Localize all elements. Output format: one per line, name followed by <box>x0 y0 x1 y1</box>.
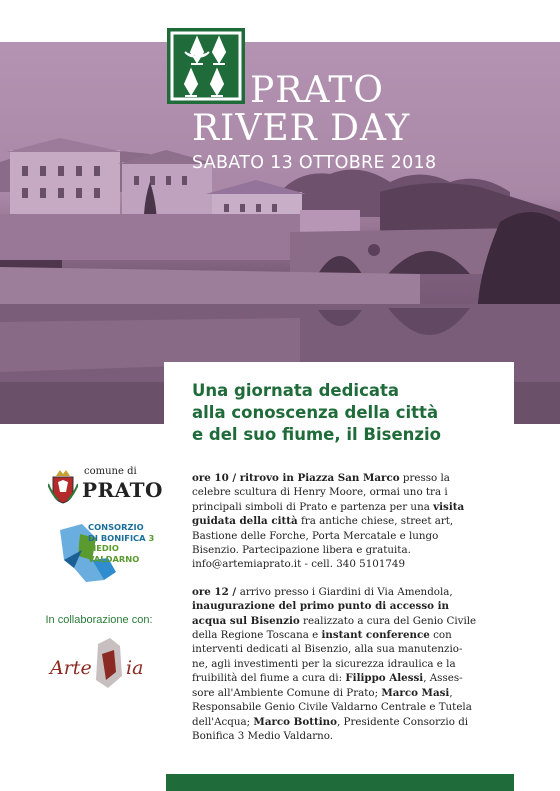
program-contact: info@artemiaprato.it - cell. 340 5101749 <box>192 558 406 571</box>
program-line <box>192 671 522 685</box>
program-text-span: fra antiche chiese, street art, <box>297 515 454 528</box>
headline-line: alla conoscenza della città <box>192 403 439 422</box>
collaboration-label: In collaborazione con: <box>45 614 153 626</box>
headline-line: Una giornata dedicata <box>192 381 400 400</box>
paragraph-gap <box>192 572 522 585</box>
artemia-mark-icon <box>48 636 166 690</box>
program-line <box>192 585 522 599</box>
footer-bar <box>166 774 514 791</box>
program-text-span: , <box>449 686 453 699</box>
program-text-span: , Presidente Consorzio di <box>337 715 469 728</box>
program-bold-span: Marco Masi <box>381 686 450 699</box>
consorzio-line-text: DI BONIFICA <box>88 532 146 543</box>
program-line: Bonifica 3 Medio Valdarno. <box>192 729 334 742</box>
program-text-span: , Asses- <box>423 672 463 685</box>
program-line <box>192 614 522 628</box>
consorzio-line <box>88 533 154 544</box>
consorzio-number: 3 <box>148 532 155 543</box>
program-bold-span: inaugurazione del primo punto di accesso in <box>192 600 450 613</box>
program-line <box>192 686 522 700</box>
program-text-span: sore all'Ambiente Comune di Prato; <box>192 686 382 699</box>
consorzio-line: MEDIO <box>88 543 119 553</box>
consorzio-text <box>88 522 154 564</box>
program-bold-span: Marco Bottino <box>253 715 337 728</box>
program-text-span: realizzato a cura del Genio Civile <box>299 614 477 627</box>
program-line: Bastione delle Forche, Porta Mercatale e lungo <box>192 529 439 542</box>
program-text-span: presso la <box>399 472 450 484</box>
headline <box>192 380 512 446</box>
consorzio-bonifica-logo <box>56 520 168 586</box>
program-text-span: dell'Acqua; <box>192 715 254 728</box>
program-time-2: ore 12 / <box>192 585 240 598</box>
program-bold-span: visita <box>433 500 465 513</box>
event-title-line2: RIVER DAY <box>192 108 411 149</box>
program-text-span: con <box>429 629 452 642</box>
program-line <box>192 715 522 729</box>
program-bold-span: Filippo Alessi <box>345 672 424 685</box>
program-text-span: principali simboli di Prato e partenza per una <box>192 500 434 513</box>
consorzio-line: VALDARNO <box>88 553 140 564</box>
consorzio-line: CONSORZIO <box>88 522 144 532</box>
comune-label-small: comune di <box>84 466 137 477</box>
program-text-span: della Regione Toscana e <box>192 629 322 642</box>
city-crest-icon <box>48 470 78 504</box>
program-text-span: arrivo presso i Giardini di Via Amendola, <box>239 585 453 598</box>
artemia-logo <box>48 636 166 690</box>
comune-label-big: PRATO <box>82 478 163 502</box>
comune-di-prato-logo <box>48 466 163 506</box>
program-line: ne, agli investimenti per la sicurezza idraulica e la <box>192 657 456 670</box>
program-bold-span: instant conference <box>321 629 430 642</box>
event-title-block <box>192 72 436 174</box>
artemia-wordmark: Arte <box>50 657 92 679</box>
event-date: SABATO 13 OTTOBRE 2018 <box>192 153 437 173</box>
program-line <box>192 471 522 485</box>
program-line: Responsabile Genio Civile Valdarno Centrale e Tutela <box>192 701 472 714</box>
program-text-span: fruibilità del fiume a cura di: <box>192 672 346 685</box>
program-line <box>192 514 522 528</box>
program-line: interventi dedicati al Bisenzio, alla sua manutenzio- <box>192 643 463 656</box>
artemia-wordmark-end: ia <box>126 657 144 679</box>
program-line: Bisenzio. Partecipazione libera e gratuita. <box>192 544 411 557</box>
program-text <box>192 471 522 743</box>
program-line <box>192 500 522 514</box>
event-title-line1: PRATO <box>250 70 384 111</box>
program-line <box>192 628 522 642</box>
program-line <box>192 599 522 613</box>
program-bold-span: acqua sul Bisenzio <box>192 614 300 627</box>
program-time-1: ore 10 / ritrovo in Piazza San Marco <box>192 472 400 484</box>
headline-line: e del suo fiume, il Bisenzio <box>192 425 441 444</box>
program-line: celebre scultura di Henry Moore, ormai uno tra i <box>192 486 448 499</box>
program-bold-span: guidata della città <box>192 515 298 528</box>
